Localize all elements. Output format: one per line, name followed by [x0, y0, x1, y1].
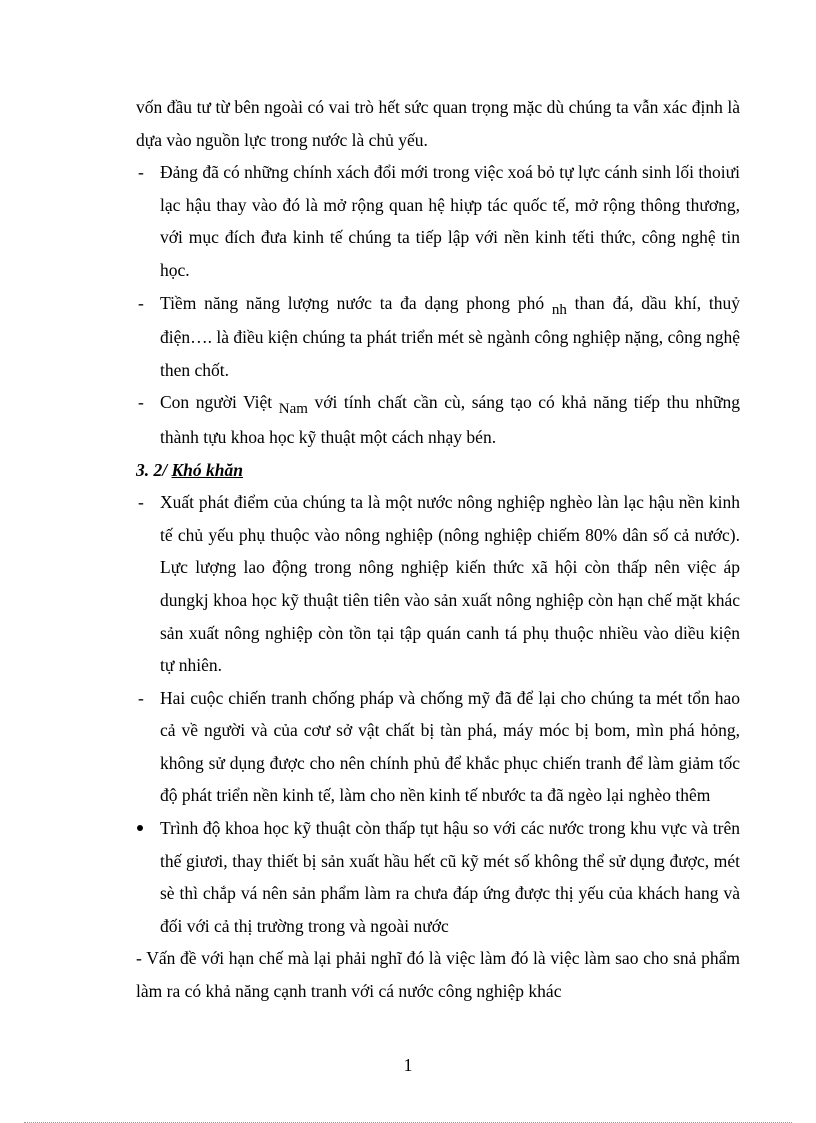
dash-marker: -	[138, 162, 144, 183]
subscript-fragment: Nam	[278, 401, 308, 418]
advantage-item	[136, 386, 740, 453]
difficulty-item	[136, 812, 740, 942]
difficulty-text: Hai cuộc chiến tranh chống pháp và chống mỹ đã để lại cho chúng ta mét tổn hao cả về người và của cơư sở vật chất bị tàn phá, máy móc bị bom, mìn phá hỏng, không sử dụng được cho nên chính phủ để khắc phục chiến tranh để làm giảm tốc độ phát triển nền kinh tế, làm cho nền kinh tế nbước ta đã ngèo lại nghèo thêm	[160, 687, 740, 806]
subscript-fragment: nh	[551, 301, 567, 318]
dash-marker: -	[138, 687, 144, 708]
advantage-text: Đảng đã có những chính xách đổi mới trong việc xoá bỏ tự lực cánh sinh lối thoiưi lạc hậu thay vào đó là mở rộng quan hệ hiựp tác quốc tế, mở rộng thông thương, với mục đích đưa kinh tế chúng ta tiếp lập với nền kinh tếti thức, công nghệ tin học.	[160, 162, 740, 280]
dash-marker: -	[138, 392, 144, 413]
dash-marker: -	[138, 292, 144, 313]
advantage-item	[136, 287, 740, 387]
dash-marker: -	[138, 492, 144, 513]
body-text	[136, 91, 740, 1008]
closing-paragraph: - Vấn đề với hạn chế mà lại phải nghĩ đó là việc làm đó là việc làm sao cho snả phẩm làm ra có khả năng cạnh tranh với cá nước công nghiệp khác	[136, 948, 740, 1002]
advantage-item	[136, 156, 740, 286]
section-heading	[136, 454, 740, 487]
intro-paragraph: vốn đầu tư từ bên ngoài có vai trò hết sức quan trọng mặc dù chúng ta vẫn xác định là dựa vào nguồn lực trong nước là chủ yếu.	[136, 97, 740, 150]
advantage-text-cont: với tính chất cần cù, sáng tạo có khả năng tiếp thu những thành tựu khoa học kỹ thuật một cách nhạy bén.	[160, 392, 740, 447]
difficulty-text: Xuất phát điểm của chúng ta là một nước nông nghiệp nghèo làn lạc hậu nền kinh tế chủ yếu phụ thuộc vào nông nghiệp (nông nghiệp chiếm 80% dân số cả nước). Lực lượng lao động trong nông nghiệp kiến thức xã hội còn thấp nên việc áp dungkj khoa học kỹ thuật tiên tiên vào sản xuất nông nghiệp còn hạn chế mặt khác sản xuất nông nghiệp còn tồn tại tập quán canh tá phụ thuộc nhiều vào diều kiện tự nhiên.	[160, 492, 740, 676]
advantage-text-cont: than đá, dầu khí, thuỷ điện…. là điều kiện chúng ta phát triển mét sè ngành công nghiệp nặng, công nghệ then chốt.	[160, 292, 741, 380]
bullet-dot-icon	[137, 825, 143, 831]
heading-number: 3. 2/	[136, 459, 172, 480]
advantage-text: Con người Việt	[160, 392, 279, 413]
advantage-text: Tiềm năng năng lượng nước ta đa dạng phong phó	[160, 292, 552, 313]
difficulty-item	[136, 682, 740, 812]
difficulty-item	[136, 486, 740, 682]
difficulty-text: Trình độ khoa học kỹ thuật còn thấp tụt hậu so với các nước trong khu vực và trên thế giươi, thay thiết bị sản xuất hầu hết cũ kỹ mét số không thể sử dụng được, mét sè thì chắp vá nên sản phẩm làm ra chưa đáp ứng được thị yếu của khách hang và đối với cả thị trường trong và ngoài nước	[160, 818, 740, 936]
page-number: 1	[403, 1055, 413, 1075]
heading-title: Khó khăn	[171, 459, 243, 480]
